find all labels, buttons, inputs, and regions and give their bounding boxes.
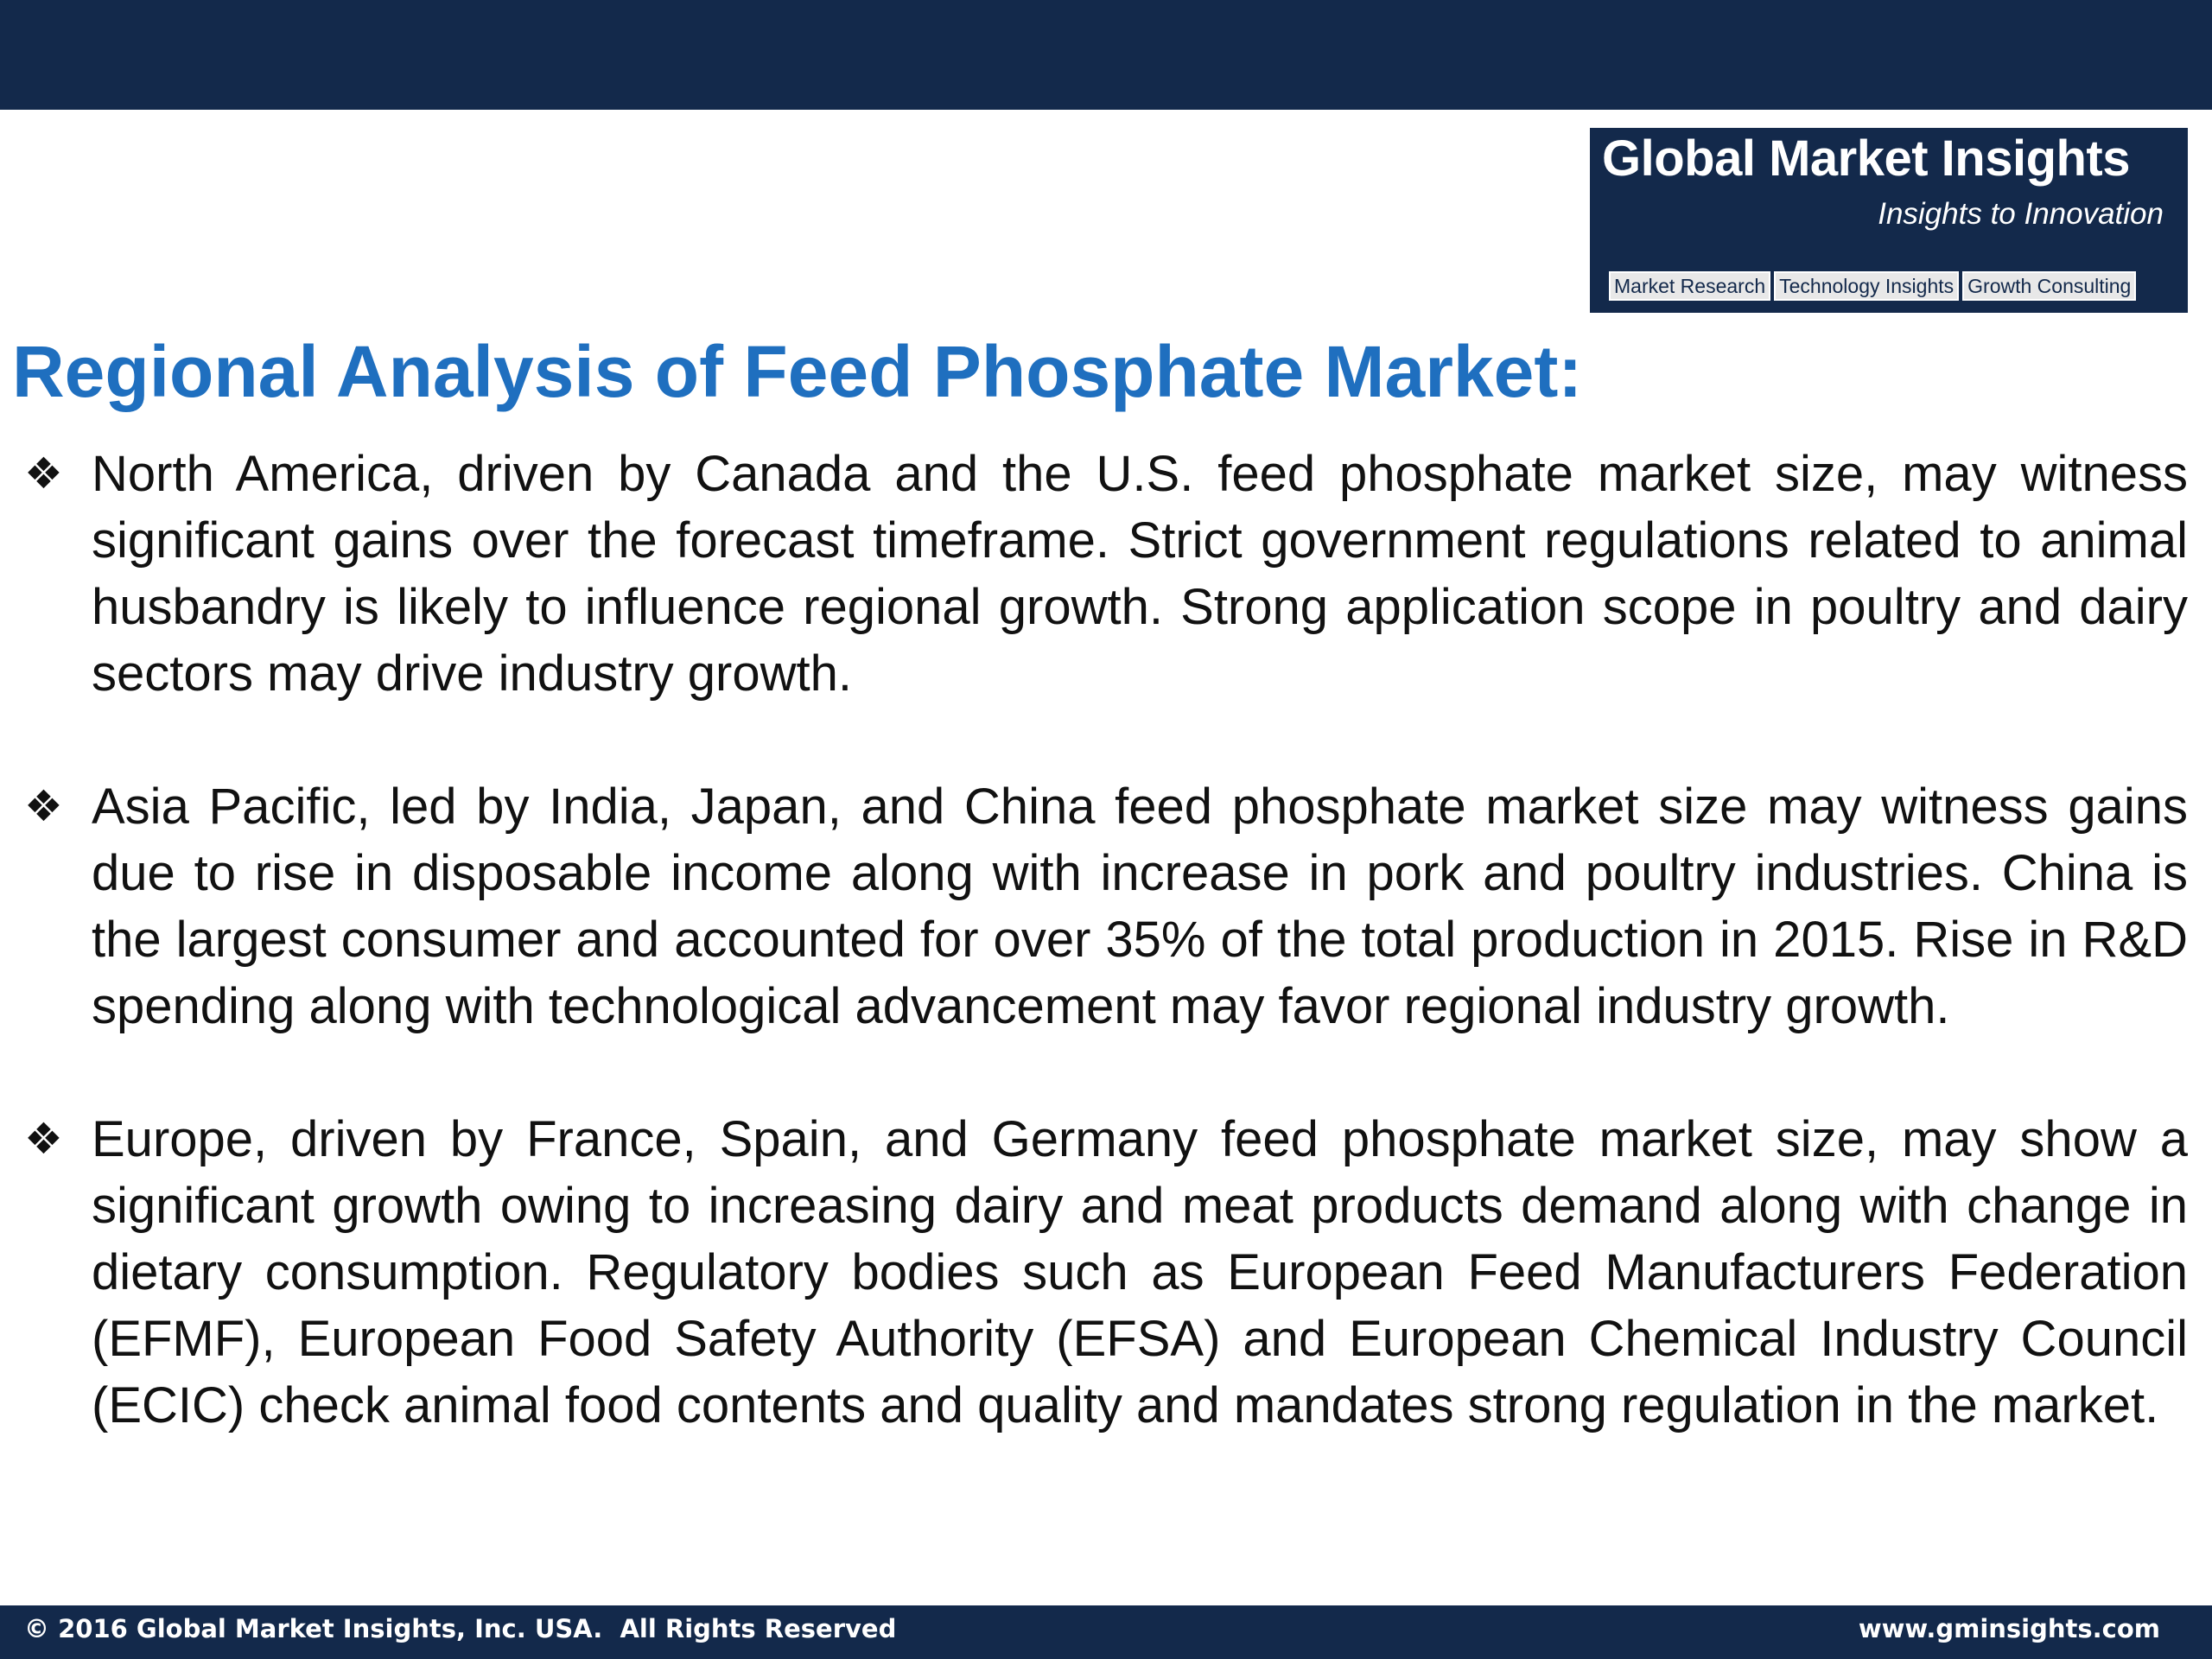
four-diamond-icon: ❖: [24, 449, 63, 498]
logo-tab-growth-consulting: Growth Consulting: [1962, 271, 2136, 301]
bullet-item-europe: [24, 1106, 2188, 1439]
logo-tab-technology-insights: Technology Insights: [1774, 271, 1959, 301]
bullet-list: [24, 441, 2188, 1505]
bullet-text: Europe, driven by France, Spain, and Germany feed phosphate market size, may show a significant growth owing to increasing dairy and meat products demand along with change in dietary consumption. Regulatory bodies such as European Feed Manufacturers Federation (EFMF), European Food Safety Authority (EFSA) and European Chemical Industry Council (ECIC) check animal food contents and quality and mandates strong regulation in the market.: [92, 1111, 2188, 1433]
bullet-text: Asia Pacific, led by India, Japan, and China feed phosphate market size may witness gains due to rise in disposable income along with increase in pork and poultry industries. China is the largest consumer and accounted for over 35% of the total production in 2015. Rise in R&D spending along with technological advancement may favor regional industry growth.: [92, 779, 2188, 1034]
bullet-item-asia-pacific: [24, 773, 2188, 1039]
slide-title: Regional Analysis of Feed Phosphate Market:: [12, 331, 1583, 412]
logo-tagline: Insights to Innovation: [1878, 197, 2164, 231]
logo-tabs: [1609, 271, 2136, 301]
four-diamond-icon: ❖: [24, 1115, 63, 1163]
four-diamond-icon: ❖: [24, 782, 63, 830]
top-banner: [0, 0, 2212, 110]
company-logo: [1590, 128, 2188, 313]
bullet-text: North America, driven by Canada and the U.S. feed phosphate market size, may witness significant gains over the forecast timeframe. Strict government regulations related to animal husbandry is likely to influence regional growth. Strong application scope in poultry and dairy sectors may drive industry growth.: [92, 446, 2188, 702]
logo-tab-market-research: Market Research: [1609, 271, 1770, 301]
copyright-text: © 2016 Global Market Insights, Inc. USA. All Rights Reserved: [24, 1614, 897, 1643]
bullet-item-north-america: [24, 441, 2188, 707]
footer-bar: [0, 1605, 2212, 1659]
website-link[interactable]: www.gminsights.com: [1858, 1614, 2160, 1643]
logo-company-name: Global Market Insights: [1602, 130, 2130, 187]
